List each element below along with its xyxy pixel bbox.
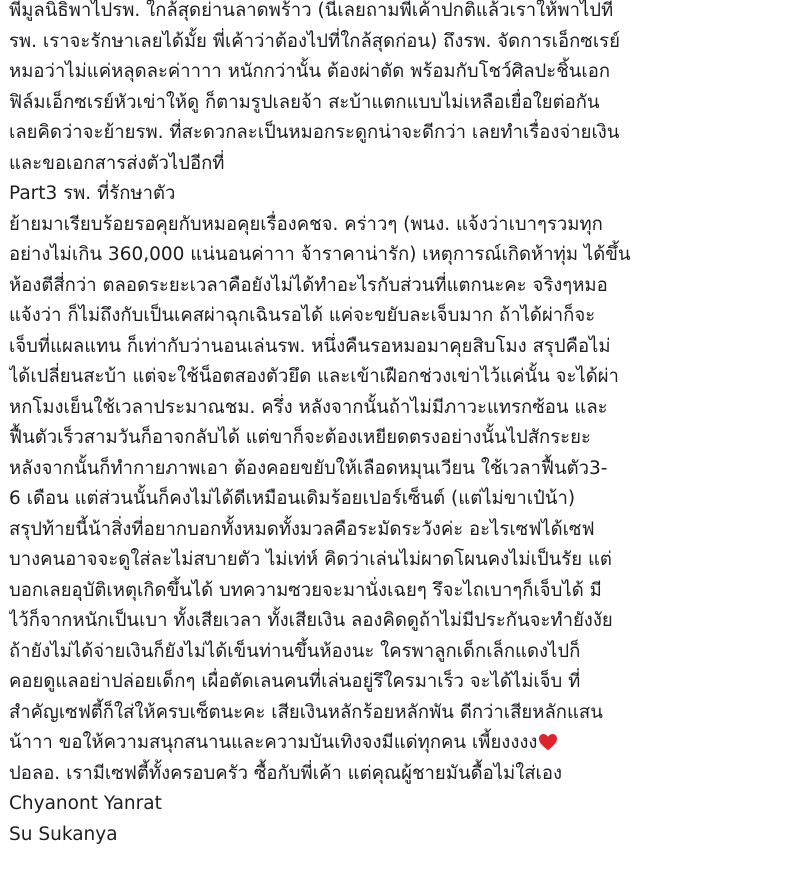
post-line-6: และขอเอกสารส่งตัวไปอีกที่ [9,152,225,174]
post-line-4: ฟิล์มเอ็กซเรย์หัวเข่าให้ดู ก็ตามรูปเลยจ้า สะบ้าแตกแบบไม่เหลือเยื่อใยต่อกัน [9,91,600,113]
post-line-26: ปอลอ. เรามีเซฟตี้ทั้งครอบครัว ซื้อกับพี่เค้า แต่คุณผู้ชายมันดื้อไม่ใส่เอง [9,762,563,784]
red-heart-icon [538,733,558,751]
post-line-24: สำคัญเซฟตี้ก็ใส่ให้ครบเซ็ตนะคะ เสียเงินหลักร้อยหลักพัน ดีกว่าเสียหลักแสน [9,701,603,723]
post-line-1: พี่มูลนิธิพาไปรพ. ใกล้สุดย่านลาดพร้าว (นี่เลยถามพี่เค้าปกติแล้วเราให้พาไปที่ [9,0,614,21]
post-line-17: 6 เดือน แต่ส่วนนั้นก็คงไม่ได้ดีเหมือนเดิมร้อยเปอร์เซ็นต์ (แต่ไม่ขาเป๋น้า) [9,488,576,509]
post-line-8: ย้ายมาเรียบร้อยรอคุยกับหมอคุยเรื่องคชจ. คร่าวๆ (พนง. แจ้งว่าเบาๆรวมทุก [9,213,603,235]
author-name-2[interactable]: Su Sukanya [9,823,118,845]
post-line-25 [9,728,788,759]
post-line-3: หมอว่าไม่แค่หลุดละค่าาาา หนักกว่านั้น ต้องผ่าตัด พร้อมกับโชว์ศิลปะชิ้นเอก [9,61,611,82]
post-line-5: เลยคิดว่าจะย้ายรพ. ที่สะดวกละเป็นหมอกระดูกน่าจะดีกว่า เลยทำเรื่องจ่ายเงิน [9,122,620,143]
post-line-21: ไว้ก็จากหนักเป็นเบา ทั้งเสียเวลา ทั้งเสียเงิน ลองคิดดูถ้าไม่มีประกันจะทำยังงัย [9,610,613,631]
post-line-19: บางคนอาจจะดูใส่ละไม่สบายตัว ไม่เท่ห์ คิดว่าเล่นไม่ผาดโผนคงไม่เป็นรัย แต่ [9,549,612,570]
post-line-18: สรุปท้ายนี้น้าสิ่งที่อยากบอกทั้งหมดทั้งมวลคือระมัดระวังค่ะ อะไรเซฟได้เซฟ [9,518,595,540]
post-line-2: รพ. เราจะรักษาเลยได้มั้ย พี่เค้าว่าต้องไปที่ใกล้สุดก่อน) ถึงรพ. จัดการเอ็กซเรย์ [9,30,620,52]
post-line-23: คอยดูแลอย่าปล่อยเด็กๆ เผื่อตัดเลนคนที่เล่นอยู่รึใครมาเร็ว จะได้ไม่เจ็บ ที่ [9,671,581,692]
author-name-1[interactable]: Chyanont Yanrat [9,793,162,814]
post-line-12: เจ็บที่แผลแทน ก็เท่ากับว่านอนเล่นรพ. หนึ่งคืนรอหมอมาคุยสิบโมง สรุปคือไม่ [9,335,611,357]
post-line-15: ฟื้นตัวเร็วสามวันก็อาจกลับได้ แต่ขาก็จะต้องเหยียดตรงอย่างนั้นไปสักระยะ [9,427,591,448]
post-line-9: อย่างไม่เกิน 360,000 แน่นอนค่าาา จ้าราคาน่ารัก) เหตุการณ์เกิดห้าทุ่ม ได้ขึ้น [9,244,631,265]
post-line-16: หลังจากนั้นก็ทำกายภาพเอา ต้องคอยขยับให้เลือดหมุนเวียน ใช้เวลาฟื้นตัว3- [9,457,608,479]
post-line-10: ห้องตีสี่กว่า ตลอดระยะเวลาคือยังไม่ได้ทำอะไรกับส่วนที่แตกนะคะ จริงๆหมอ [9,274,608,296]
post-line-22: ถ้ายังไม่ได้จ่ายเงินก็ยังไม่ได้เข็นท่านขึ้นห้องนะ ใครพาลูกเด็กเล็กแดงไปก็ [9,640,581,662]
post-line-13: ได้เปลี่ยนสะบ้า แต่จะใช้น็อตสองตัวยึด และเข้าเฝือกช่วงเข่าไว้แค่นั้น จะได้ผ่า [9,366,619,387]
post-line-11: แจ้งว่า ก็ไม่ถึงกับเป็นเคสผ่าฉุกเฉินรอได้ แค่จะขยับละเจ็บมาก ถ้าได้ผ่าก็จะ [9,305,596,326]
post-line-14: หกโมงเย็นใช้เวลาประมาณชม. ครึ่ง หลังจากนั้นถ้าไม่มีภาวะแทรกซ้อน และ [9,396,608,418]
post-line-20: บอกเลยอุบัติเหตุเกิดขึ้นได้ บทความซวยจะมานั่งเฉยๆ รึจะไถเบาๆก็เจ็บได้ มี [9,579,602,601]
post-line-25-text: น้าาา ขอให้ความสนุกสนานและความบันเทิงจงมีแด่ทุกคน เพี้ยงงงง [9,732,538,753]
post-line-7: Part3 รพ. ที่รักษาตัว [9,183,176,204]
